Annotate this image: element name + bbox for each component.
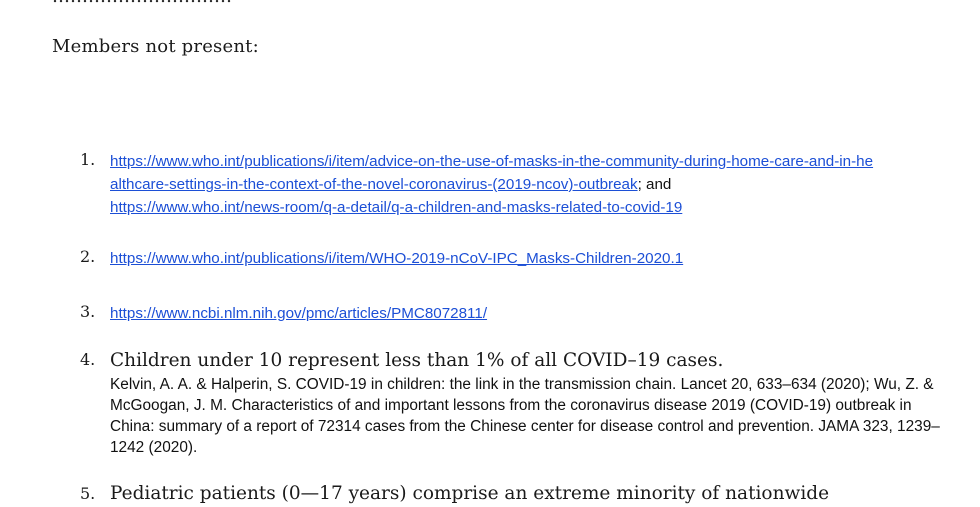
reference-item-1 [80,150,940,219]
reference-item-3 [80,302,940,325]
reference-body [110,150,940,219]
reference-heading: Children under 10 represent less than 1% of all COVID–19 cases. [110,350,724,371]
who-children-masks-qa-link[interactable]: https://www.who.int/news-room/q-a-detail/q-a-children-and-masks-related-to-covid-19 [110,199,683,216]
members-not-present-label: Members not present: [52,36,259,57]
truncated-top-text [52,0,252,6]
who-masks-children-publication-link[interactable]: https://www.who.int/publications/i/item/WHO-2019-nCoV-IPC_Masks-Children-2020.1 [110,250,684,267]
reference-number: 3. [80,302,96,321]
reference-item-5 [80,481,940,507]
reference-citation: Kelvin, A. A. & Halperin, S. COVID-19 in children: the link in the transmission chain. Lancet 20, 633–634 (2020); Wu, Z. & McGoogan, J. M. Characteristics of and important lessons from the coronavirus disease 2019 (COVID-19) outbreak in China: summary of a report of 72314 cases from the Chinese center for disease control and prevention. JAMA 323, 1239–1242 (2020). [110,376,940,456]
reference-item-2 [80,247,940,270]
connector-text: ; and [637,176,672,193]
reference-number: 5. [80,484,96,503]
ncbi-pmc-article-link[interactable]: https://www.ncbi.nlm.nih.gov/pmc/articles/PMC8072811/ [110,305,488,322]
reference-body [110,247,940,270]
link-line-2: althcare-settings-in-the-context-of-the-novel-coronavirus-(2019-ncov)-outbreak [110,176,638,193]
reference-number: 1. [80,150,96,169]
reference-number: 2. [80,247,96,266]
reference-number: 4. [80,350,96,369]
who-masks-community-link[interactable] [110,153,873,193]
reference-body [110,302,940,325]
link-line-1: https://www.who.int/publications/i/item/advice-on-the-use-of-masks-in-the-community-during-home-care-and-in-he [110,153,874,170]
reference-heading: Pediatric patients (0—17 years) comprise an extreme minority of nationwide [110,483,830,504]
reference-item-4 [80,348,940,458]
